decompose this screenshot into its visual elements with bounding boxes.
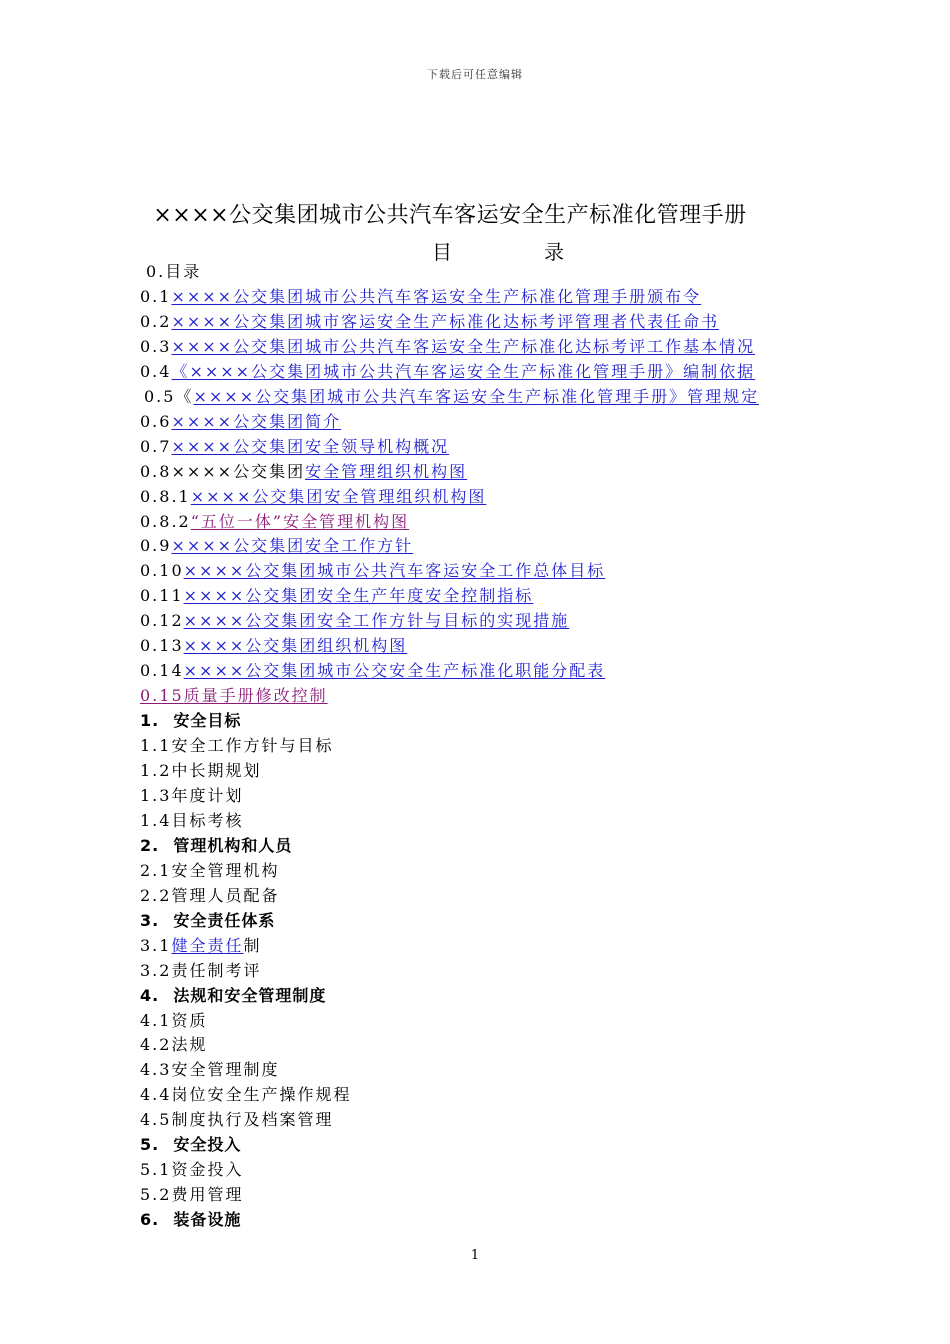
toc-entry <box>140 834 292 858</box>
toc-entry-title: 法规和安全管理制度 <box>173 985 327 1005</box>
toc-entry-number: 2.2 <box>140 885 172 905</box>
toc-entry-number: 0.8.2 <box>140 511 191 531</box>
toc-entry <box>140 809 243 833</box>
toc-entry-number: 0.5 <box>144 386 176 406</box>
toc-entry-number: 1.1 <box>140 736 172 756</box>
toc-entry <box>140 884 279 908</box>
toc-entry-number: 1.2 <box>140 761 172 780</box>
toc-entry-number: 5.2 <box>140 1185 172 1205</box>
toc-entry-number: 0.1 <box>140 286 172 306</box>
toc-entry-number: 0.12 <box>140 611 184 631</box>
toc-entry[interactable] <box>140 460 467 484</box>
toc-entry[interactable] <box>140 634 407 658</box>
toc-entry-number: 1. <box>140 711 160 731</box>
toc-entry <box>140 1183 243 1207</box>
toc-entry-number: 1.4 <box>140 810 172 830</box>
header-note: 下载后可任意编辑 <box>427 68 523 81</box>
toc-entry-number: 4.3 <box>140 1060 172 1080</box>
toc-entry-number: 4.5 <box>140 1110 172 1130</box>
toc-entry-number: 4.4 <box>140 1085 172 1105</box>
toc-entry <box>140 734 333 758</box>
toc-entry-number: 4.2 <box>140 1035 172 1055</box>
toc-entry-title: 安全目标 <box>173 711 242 731</box>
toc-entry-number: 0.2 <box>140 311 172 331</box>
toc-entry-title: 资质 <box>171 1010 208 1030</box>
toc-entry-number: 5.1 <box>140 1160 172 1180</box>
toc-entry-link[interactable]: 质量手册修改控制 <box>183 686 328 706</box>
toc-entry <box>140 1208 241 1232</box>
toc-entry-number: 0.8 <box>140 461 172 481</box>
toc-entry-prefix: 《 <box>175 386 194 406</box>
toc-entry-number: 0. <box>146 262 166 281</box>
toc-entry-title: 责任制考评 <box>171 960 262 980</box>
toc-entry-title: 安全管理机构 <box>171 860 280 880</box>
toc-entry-number: 0.14 <box>140 661 184 681</box>
toc-entry-number: 1.3 <box>140 785 172 805</box>
toc-entry-link[interactable]: ××××公交集团安全工作方针与目标的实现措施 <box>183 611 570 631</box>
toc-entry-number: 0.8.1 <box>140 486 191 506</box>
toc-entry[interactable] <box>140 335 755 359</box>
toc-entry[interactable] <box>140 485 486 509</box>
toc-entry-number: 0.13 <box>140 636 184 656</box>
toc-entry[interactable] <box>140 360 755 384</box>
toc-entry[interactable] <box>140 559 605 583</box>
toc-entry-title: 中长期规划 <box>171 761 262 780</box>
toc-entry-link[interactable]: ××××公交集团城市客运安全生产标准化达标考评管理者代表任命书 <box>171 311 720 331</box>
toc-entry-number: 3. <box>140 910 160 930</box>
toc-entry <box>140 909 275 933</box>
document-title: ××××公交集团城市公共汽车客运安全生产标准化管理手册 <box>153 203 747 228</box>
toc-heading-char-2: 录 <box>544 240 564 264</box>
toc-entry[interactable] <box>140 534 413 558</box>
toc-entry-title: 目录 <box>165 262 202 281</box>
toc-entry-title: 制度执行及档案管理 <box>171 1110 334 1130</box>
toc-entry-link[interactable]: ××××公交集团组织机构图 <box>183 636 408 656</box>
toc-entry-number: 0.10 <box>140 561 184 581</box>
toc-entry <box>140 1108 333 1132</box>
toc-entry[interactable] <box>140 934 261 958</box>
toc-entry-number: 3.1 <box>140 935 172 955</box>
toc-entry-title: 管理机构和人员 <box>173 835 293 855</box>
toc-entry-link[interactable]: ××××公交集团城市公交安全生产标准化职能分配表 <box>183 661 606 681</box>
toc-entry-link[interactable]: ××××公交集团城市公共汽车客运安全生产标准化管理手册颁布令 <box>171 286 702 306</box>
toc-entry <box>140 759 261 783</box>
toc-entry[interactable] <box>140 310 719 334</box>
toc-entry-number: 0.7 <box>140 436 172 456</box>
toc-entry-link[interactable]: ××××公交集团简介 <box>171 411 342 431</box>
toc-entry-link[interactable]: ××××公交集团安全工作方针 <box>171 536 414 556</box>
toc-entry <box>140 709 241 733</box>
toc-entry <box>140 1058 279 1082</box>
toc-entry-number: 0.4 <box>140 361 172 381</box>
toc-entry-title: 装备设施 <box>173 1210 242 1230</box>
toc-entry-title: 安全责任体系 <box>173 910 276 930</box>
toc-entry <box>140 784 243 808</box>
toc-entry-link[interactable]: 《××××公交集团城市公共汽车客运安全生产标准化管理手册》编制依据 <box>171 361 756 381</box>
toc-entry-link[interactable]: 健全责任 <box>171 935 244 955</box>
toc-entry[interactable] <box>144 385 759 409</box>
page-number: 1 <box>470 1248 480 1263</box>
toc-entry-number: 5. <box>140 1135 160 1155</box>
toc-entry <box>140 984 326 1008</box>
toc-entry <box>140 1009 207 1033</box>
toc-entry-title: 安全投入 <box>173 1135 242 1155</box>
toc-entry-title: 安全管理制度 <box>171 1060 280 1080</box>
toc-entry-link[interactable]: 安全管理组织机构图 <box>305 461 468 481</box>
toc-entry-number: 2.1 <box>140 860 172 880</box>
toc-entry-title: 岗位安全生产操作规程 <box>171 1085 352 1105</box>
toc-entry-link[interactable]: ××××公交集团安全领导机构概况 <box>171 436 450 456</box>
toc-entry-link[interactable]: ××××公交集团城市公共汽车客运安全生产标准化管理手册》管理规定 <box>193 386 760 406</box>
toc-entry-number: 0.9 <box>140 536 172 556</box>
toc-entry-title: 资金投入 <box>171 1160 244 1180</box>
toc-entry-number: 4.1 <box>140 1010 172 1030</box>
toc-entry-number: 2. <box>140 835 160 855</box>
toc-entry-title: 年度计划 <box>171 785 244 805</box>
toc-entry[interactable] <box>140 659 605 683</box>
toc-entry-link[interactable]: ××××公交集团安全生产年度安全控制指标 <box>183 586 534 606</box>
toc-entry[interactable] <box>140 609 569 633</box>
toc-entry-title: 安全工作方针与目标 <box>171 736 334 756</box>
toc-entry-title: 管理人员配备 <box>171 885 280 905</box>
toc-entry[interactable] <box>140 435 449 459</box>
toc-entry-number: 0.11 <box>140 586 184 606</box>
toc-entry[interactable] <box>140 684 328 708</box>
toc-entry <box>140 1133 241 1157</box>
toc-entry[interactable] <box>140 510 409 534</box>
toc-entry-number: 0.3 <box>140 336 172 356</box>
toc-entry-title: 法规 <box>171 1035 208 1055</box>
toc-heading-char-1: 目 <box>432 240 452 264</box>
toc-entry-link[interactable]: ××××公交集团城市公共汽车客运安全生产标准化达标考评工作基本情况 <box>171 336 756 356</box>
toc-entry-link[interactable]: ××××公交集团安全管理组织机构图 <box>190 486 487 506</box>
toc-entry-link[interactable]: “五位一体”安全管理机构图 <box>190 511 410 531</box>
toc-entry[interactable] <box>140 584 533 608</box>
toc-entry[interactable] <box>140 410 341 434</box>
toc-entry-number: 6. <box>140 1210 160 1230</box>
toc-entry <box>140 1158 243 1182</box>
toc-entry-title: 费用管理 <box>171 1185 244 1205</box>
toc-entry <box>140 959 261 983</box>
toc-entry-link[interactable]: ××××公交集团城市公共汽车客运安全工作总体目标 <box>183 561 606 581</box>
toc-entry-prefix: ××××公交集团 <box>171 461 306 481</box>
toc-entry <box>140 859 279 883</box>
toc-entry[interactable] <box>140 285 701 309</box>
toc-entry <box>146 260 201 284</box>
toc-entry-number: 3.2 <box>140 960 172 980</box>
toc-entry-number: 4. <box>140 985 160 1005</box>
toc-entry-suffix: 制 <box>243 935 262 955</box>
toc-entry <box>140 1083 351 1107</box>
toc-entry <box>140 1033 207 1057</box>
toc-entry-number[interactable]: 0.15 <box>140 686 184 706</box>
toc-entry-title: 目标考核 <box>171 810 244 830</box>
toc-entry-number: 0.6 <box>140 411 172 431</box>
